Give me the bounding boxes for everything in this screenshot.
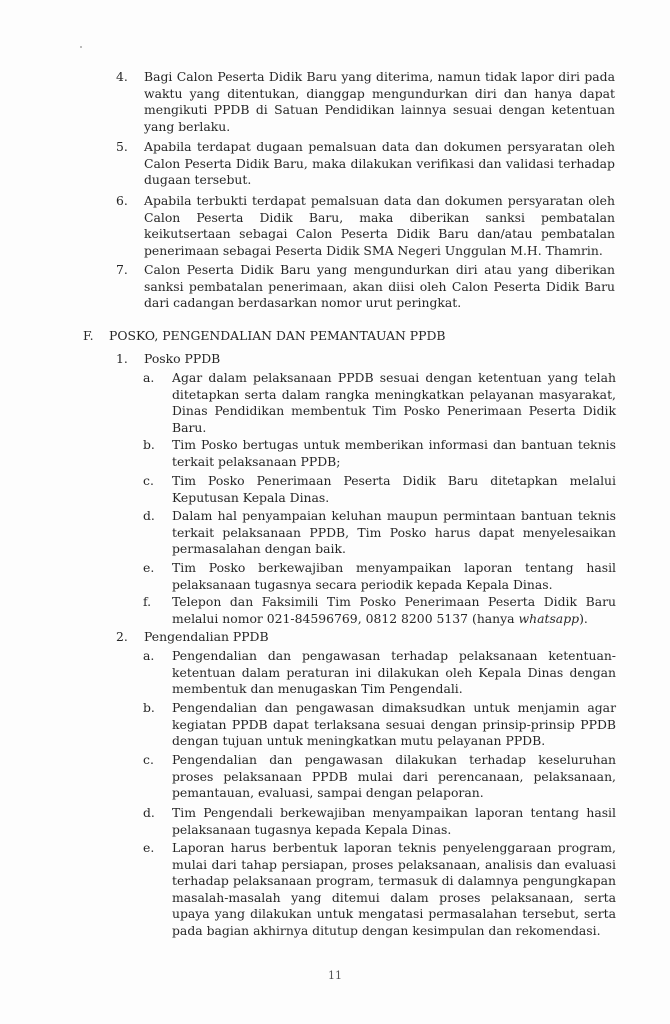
sub-item-text: Tim Posko Penerimaan Peserta Didik Baru ditetapkan melalui Keputusan Kepala Dinas. xyxy=(172,473,616,505)
sub-item-text xyxy=(172,594,616,627)
sub-item-letter: b. xyxy=(143,700,155,715)
list-item-text: Apabila terbukti terdapat pemalsuan data dan dokumen persyaratan oleh Calon Peserta Didik Baru, maka diberikan sanksi pembatalan keikutsertaan sebagai Calon Peserta Didik Baru dan/atau pembatalan penerimaan sebagai Peserta Didik SMA Negeri Unggulan M.H. Thamrin. xyxy=(144,193,615,258)
sub-item-letter: d. xyxy=(143,508,155,523)
subsection-title: Pengendalian PPDB xyxy=(144,629,269,644)
sub-item-letter: a. xyxy=(143,370,155,385)
sub-item-letter: e. xyxy=(143,560,155,575)
sub-item-text-end: ). xyxy=(579,610,588,626)
sub-item-text: Agar dalam pelaksanaan PPDB sesuai dengan ketentuan yang telah ditetapkan serta dalam rangka meningkatkan pelayanan masyarakat, Dinas Pendidikan membentuk Tim Posko Penerimaan Peserta Didik Baru. xyxy=(172,370,616,435)
sub-item-letter: f. xyxy=(143,594,152,609)
sub-item-letter: e. xyxy=(143,840,155,855)
sub-item-text: Pengendalian dan pengawasan dilakukan terhadap keseluruhan proses pelaksanaan PPDB mulai dari perencanaan, pelaksanaan, pemantauan, evaluasi, sampai dengan pelaporan. xyxy=(172,752,616,801)
sub-item-text: Tim Pengendali berkewajiban menyampaikan laporan tentang hasil pelaksanaan tugasnya kepada Kepala Dinas. xyxy=(172,805,616,837)
list-item-number: 6. xyxy=(116,193,128,208)
sub-item-letter: a. xyxy=(143,648,155,663)
page-number: 11 xyxy=(328,969,342,982)
list-item-text: Apabila terdapat dugaan pemalsuan data dan dokumen persyaratan oleh Calon Peserta Didik Baru, maka dilakukan verifikasi dan validasi terhadap dugaan tersebut. xyxy=(144,139,615,188)
sub-item-text-italic: whatsapp xyxy=(518,610,580,626)
list-item-number: 5. xyxy=(116,139,128,154)
sub-item-text: Laporan harus berbentuk laporan teknis penyelenggaraan program, mulai dari tahap persiapan, proses pelaksanaan, analisis dan evaluasi terhadap pelaksanaan program, termasuk di dalamnya pengungkapan masalah-masalah yang ditemui dalam proses pelaksanaan, serta upaya yang dilakukan untuk mengatasi permasalahan tersebut, serta pada bagian akhirnya ditutup dengan kesimpulan dan rekomendasi. xyxy=(172,840,616,938)
section-title: POSKO, PENGENDALIAN DAN PEMANTAUAN PPDB xyxy=(109,328,446,343)
sub-item-letter: b. xyxy=(143,437,155,452)
list-item-number: 7. xyxy=(116,262,128,277)
subsection-title: Posko PPDB xyxy=(144,351,221,366)
section-letter: F. xyxy=(83,328,94,343)
sub-item-text: Pengendalian dan pengawasan terhadap pelaksanaan ketentuan-ketentuan dalam peraturan ini dilakukan oleh Kepala Dinas dengan membentuk dan menugaskan Tim Pengendali. xyxy=(172,648,616,697)
sub-item-text: Dalam hal penyampaian keluhan maupun permintaan bantuan teknis terkait pelaksanaan PPDB, Tim Posko harus dapat menyelesaikan permasalahan dengan baik. xyxy=(172,508,616,557)
sub-item-letter: c. xyxy=(143,473,154,488)
list-item-text: Bagi Calon Peserta Didik Baru yang diterima, namun tidak lapor diri pada waktu yang ditentukan, dianggap mengundurkan diri dan hanya dapat mengikuti PPDB di Satuan Pendidikan lainnya sesuai dengan ketentuan yang berlaku. xyxy=(144,69,615,134)
subsection-number: 1. xyxy=(116,351,128,366)
list-item-number: 4. xyxy=(116,69,128,84)
sub-item-text: Pengendalian dan pengawasan dimaksudkan untuk menjamin agar kegiatan PPDB dapat terlaksana sesuai dengan prinsip-prinsip PPDB dengan tujuan untuk meningkatkan mutu pelayanan PPDB. xyxy=(172,700,616,749)
sub-item-letter: c. xyxy=(143,752,154,767)
sub-item-letter: d. xyxy=(143,805,155,820)
sub-item-text-main: Telepon dan Faksimili Tim Posko Penerimaan Peserta Didik Baru melalui nomor 021-84596769, 0812 8200 5137 (hanya xyxy=(172,594,616,626)
list-item-text: Calon Peserta Didik Baru yang mengundurkan diri atau yang diberikan sanksi pembatalan penerimaan, akan diisi oleh Calon Peserta Didik Baru dari cadangan berdasarkan nomor urut peringkat. xyxy=(144,262,615,311)
sub-item-text: Tim Posko berkewajiban menyampaikan laporan tentang hasil pelaksanaan tugasnya secara periodik kepada Kepala Dinas. xyxy=(172,560,616,592)
sub-item-text: Tim Posko bertugas untuk memberikan informasi dan bantuan teknis terkait pelaksanaan PPDB; xyxy=(172,437,616,469)
subsection-number: 2. xyxy=(116,629,128,644)
